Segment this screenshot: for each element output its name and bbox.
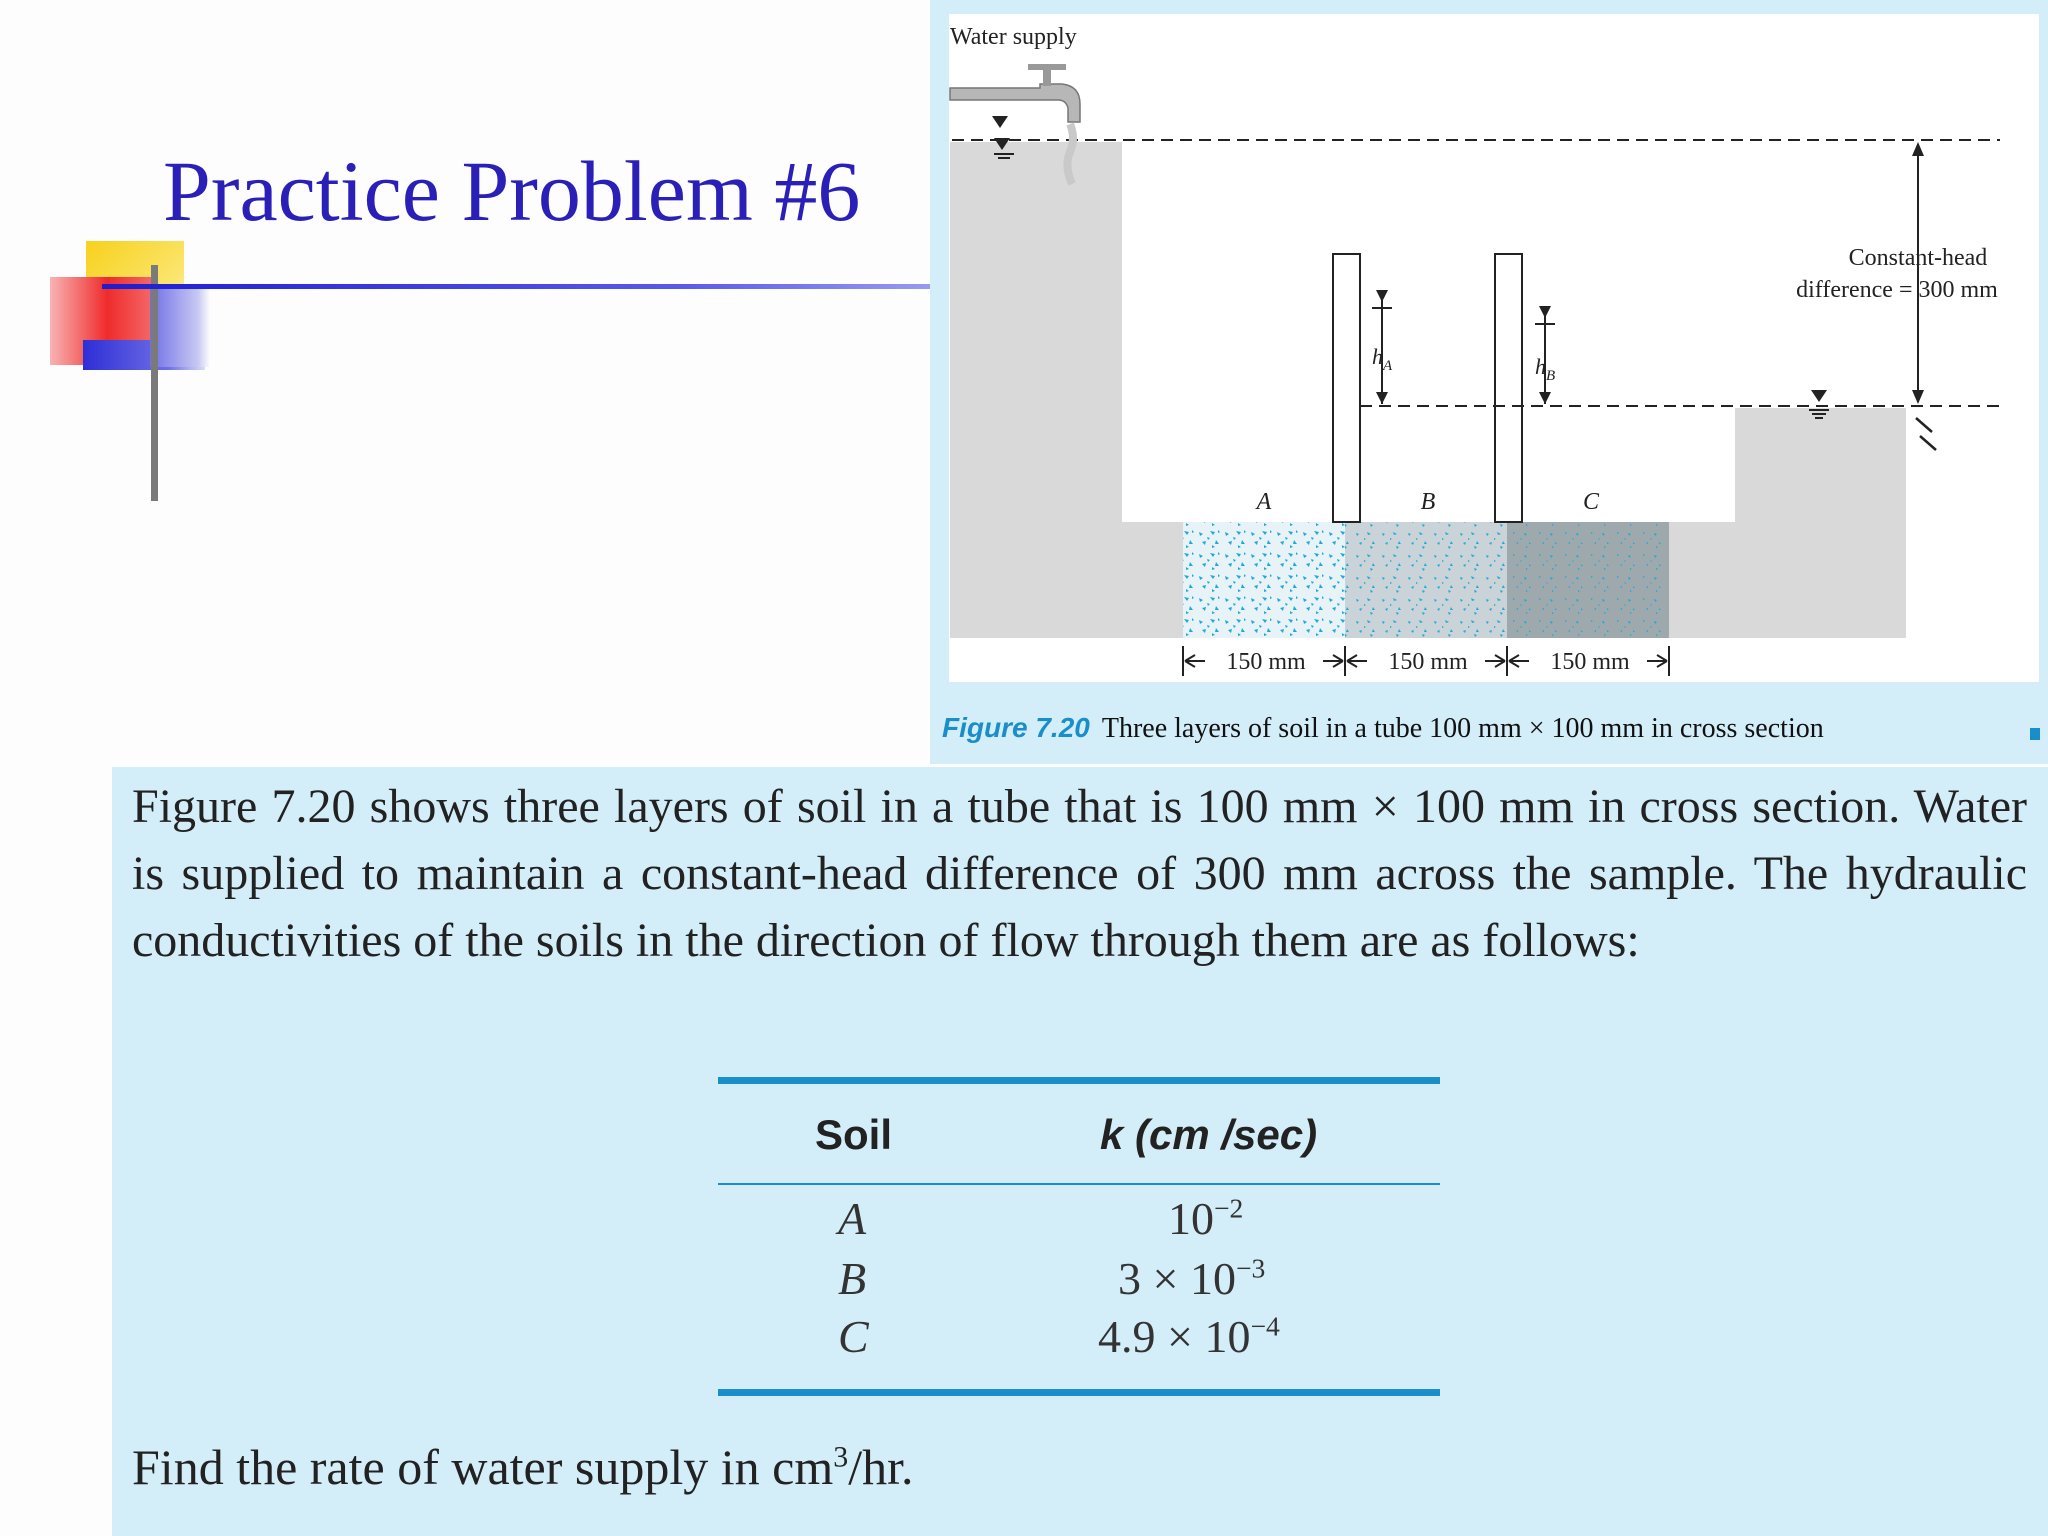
table-header-k — [1100, 1111, 1317, 1159]
table-row-a-k-exp: −2 — [1214, 1192, 1244, 1224]
table-row-c-soil: C — [838, 1311, 869, 1362]
table-row-a-k — [1168, 1192, 1243, 1245]
soil-layer-a — [1183, 522, 1345, 638]
table-bottom-rule — [718, 1389, 1440, 1396]
water-level-symbol-lower — [1811, 390, 1827, 402]
faucet-icon — [950, 84, 1080, 122]
water-level-symbol-upper — [992, 116, 1008, 128]
head-label-line2: difference = 300 mm — [1796, 277, 1998, 303]
table-row-c-k-exp: −4 — [1250, 1310, 1280, 1342]
outflow-arrows — [1916, 418, 1936, 450]
arrowhead-up — [1912, 142, 1924, 156]
water-supply-label: Water supply — [950, 24, 1077, 50]
figure-caption-text: Three layers of soil in a tube 100 mm × 100 mm in cross section — [1101, 713, 1824, 744]
table-header-rule — [718, 1183, 1440, 1185]
piezometer-tube-b — [1495, 254, 1522, 522]
figure-caption — [942, 712, 1824, 745]
table-header-soil: Soil — [815, 1111, 893, 1158]
soil-layer-c — [1507, 522, 1669, 638]
table-header-k-text: k (cm /sec) — [1100, 1111, 1318, 1158]
piezometer-a-label: $h_A$ — [1372, 344, 1393, 374]
table-top-rule — [718, 1077, 1440, 1084]
table-row-b-k-base: 3 × 10 — [1118, 1253, 1236, 1304]
page-title: Practice Problem #6 — [163, 143, 861, 239]
head-label-line1: Constant-head — [1848, 245, 1988, 271]
question-after: /hr. — [848, 1439, 914, 1495]
ha-bottom-marker — [1376, 392, 1388, 404]
table-row-b-k — [1118, 1252, 1265, 1305]
soil-label-c: C — [1582, 489, 1600, 515]
table-row-c-k — [1098, 1310, 1280, 1363]
caption-end-marker — [2030, 728, 2040, 740]
soil-label-a: A — [1256, 489, 1272, 515]
water-stream — [1067, 124, 1073, 184]
hb-bottom-marker — [1539, 392, 1551, 404]
table-row-b-soil: B — [838, 1253, 867, 1304]
piezometer-b-label: $h_B$ — [1535, 354, 1556, 384]
question-before: Find the rate of water supply in cm — [132, 1439, 834, 1495]
arrowhead-down — [1912, 390, 1924, 404]
table-row-a-k-base: 10 — [1168, 1193, 1214, 1244]
soil-layer-b — [1345, 522, 1507, 638]
dimension-label-a: 150 mm — [1226, 649, 1306, 675]
soil-label-b: B — [1420, 489, 1436, 515]
soil-tube-diagram — [0, 0, 2048, 720]
dimension-label-c: 150 mm — [1550, 649, 1630, 675]
question-text — [132, 1438, 914, 1496]
question-exp: 3 — [833, 1440, 849, 1474]
faucet-stem — [1043, 68, 1051, 86]
dimension-label-b: 150 mm — [1388, 649, 1468, 675]
table-row-c-k-base: 4.9 × 10 — [1098, 1311, 1251, 1362]
problem-statement: Figure 7.20 shows three layers of soil in a tube that is 100 mm × 100 mm in cross section. Water is supplied to maintain a constant-head difference of 300 mm across the sample. The hydraulic conductivities of the soils in the direction of flow through them are as follows: — [132, 780, 2027, 967]
piezometer-tube-a — [1333, 254, 1360, 522]
figure-caption-number: Figure 7.20 — [942, 712, 1090, 743]
table-row-b-k-exp: −3 — [1235, 1252, 1266, 1284]
hb-top-marker — [1539, 306, 1551, 318]
outlet-tank — [1735, 408, 1906, 638]
ha-top-marker — [1376, 290, 1388, 302]
table-row-a-soil: A — [838, 1193, 867, 1244]
